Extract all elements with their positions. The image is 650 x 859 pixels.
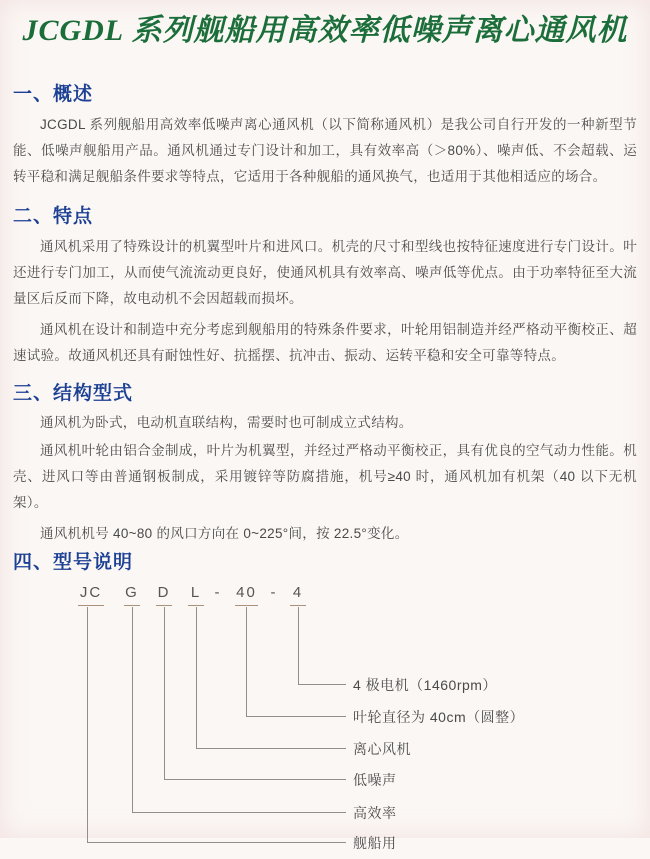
section-heading-model: 四、型号说明 <box>13 552 134 573</box>
model-code-part-d: D <box>156 583 172 606</box>
structure-paragraph-1: 通风机为卧式，电动机直联结构，需要时也可制成立式结构。 <box>40 415 413 430</box>
model-label-diameter: 叶轮直径为 40cm（圆整） <box>353 709 525 725</box>
structure-paragraph-3: 通风机机号 40~80 的风口方向在 0~225°间，按 22.5°变化。 <box>40 526 409 541</box>
overview-paragraph: JCGDL 系列舰船用高效率低噪声离心通风机（以下简称通风机）是我公司自行开发的一种新型节能、低噪声舰船用产品。通风机通过专门设计和加工，具有效率高（＞80%）、噪声低、不会超载、运转平稳和满足舰船条件要求等特点，它适用于各种舰船的通风换气，也适用于其他相适应的场合。 <box>13 117 637 184</box>
model-code-part-g: G <box>124 583 140 606</box>
features-paragraph-1: 通风机采用了特殊设计的机翼型叶片和进风口。机壳的尺寸和型线也按特征速度进行专门设计。叶还进行专门加工，从而使气流流动更良好，使通风机具有效率高、噪声低等优点。由于功率特征至大流量区后反而下降，故电动机不会因超载而损坏。 <box>13 239 637 306</box>
model-label-motor: 4 极电机（1460rpm） <box>353 677 497 693</box>
model-code-part-jc: JC <box>78 583 104 606</box>
structure-paragraph-2: 通风机叶轮由铝合金制成，叶片为机翼型，并经过严格动平衡校正，具有优良的空气动力性能。机壳、进风口等由普通钢板制成，采用镀锌等防腐措施，机号≥40 时，通风机加有机架（40 以下无机架）。 <box>13 443 637 510</box>
section-heading-structure: 三、结构型式 <box>13 383 134 404</box>
model-code-dash-2: - <box>270 584 278 601</box>
model-code-part-l: L <box>188 583 204 606</box>
model-label-highefficiency: 高效率 <box>353 805 397 821</box>
model-code-part-40: 40 <box>235 583 258 606</box>
model-code-dash-1: - <box>214 584 222 601</box>
section-heading-features: 二、特点 <box>13 206 94 227</box>
model-code-part-4: 4 <box>290 583 306 606</box>
connector-line-marine <box>87 607 346 843</box>
model-number-diagram <box>13 583 637 859</box>
page-title: JCGDL 系列舰船用高效率低噪声离心通风机 <box>22 14 628 47</box>
features-paragraph-2: 通风机在设计和制造中充分考虑到舰船用的特殊条件要求，叶轮用铝制造并经严格动平衡校正、超速试验。故通风机还具有耐蚀性好、抗摇摆、抗冲击、振动、运转平稳和安全可靠等特点。 <box>13 322 637 363</box>
model-label-centrifugal: 离心风机 <box>353 741 411 757</box>
model-label-lownoise: 低噪声 <box>353 772 397 788</box>
model-label-marine: 舰船用 <box>353 835 397 851</box>
section-heading-overview: 一、概述 <box>13 84 94 105</box>
